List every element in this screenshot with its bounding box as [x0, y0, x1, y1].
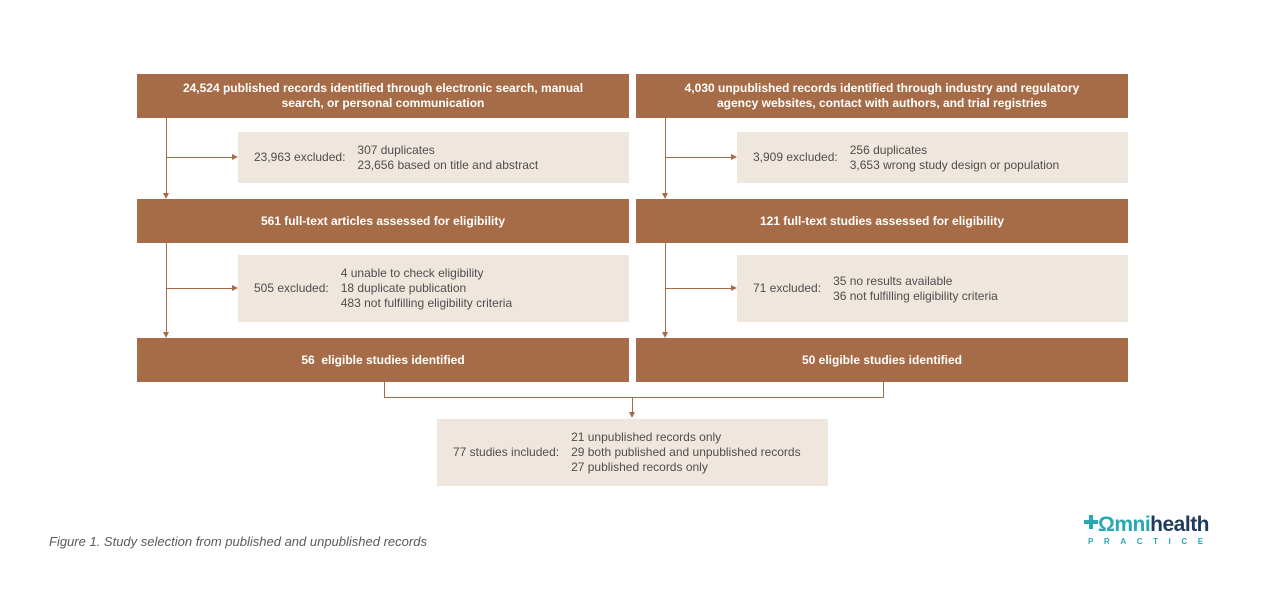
excluded-reason: 36 not fulfilling eligibility criteria	[833, 288, 998, 303]
unpublished-records-text: 4,030 unpublished records identified through industry and regulatory agency websites, contact with authors, and trial registries	[684, 81, 1080, 110]
arrow-right-icon	[232, 285, 238, 291]
connector-line	[166, 118, 167, 193]
connector-line	[883, 382, 884, 398]
logo-wordmark	[1098, 513, 1209, 537]
published-excluded-box-2	[238, 255, 629, 322]
included-category: 27 published records only	[571, 460, 708, 474]
excluded-label: 23,963 excluded:	[254, 150, 346, 164]
unpublished-eligible-box	[636, 338, 1128, 382]
excluded-reason: 256 duplicates	[849, 142, 928, 157]
logo-word-health: health	[1150, 513, 1210, 536]
arrow-down-icon	[163, 193, 169, 199]
medical-cross-icon	[1084, 515, 1098, 529]
connector-line	[665, 157, 731, 158]
included-label: 77 studies included:	[453, 445, 560, 459]
arrow-down-icon	[163, 332, 169, 338]
published-records-text: 24,524 published records identified through electronic search, manual search, or personal communication	[182, 81, 584, 110]
included-studies-box	[437, 419, 828, 486]
published-excluded-box-1	[238, 132, 629, 183]
excluded-label: 71 excluded:	[753, 281, 822, 295]
included-category: 29 both published and unpublished records	[571, 445, 801, 459]
excluded-reason: 307 duplicates	[357, 142, 435, 157]
published-eligible-text: 56 eligible studies identified	[301, 352, 465, 367]
connector-line	[384, 382, 385, 398]
fulltext-studies-text: 121 full-text studies assessed for eligibility	[759, 213, 1005, 228]
excluded-reason: 35 no results available	[833, 273, 953, 288]
unpublished-excluded-box-2	[737, 255, 1128, 322]
excluded-reason: 23,656 based on title and abstract	[357, 157, 539, 172]
fulltext-articles-text: 561 full-text articles assessed for eligibility	[260, 213, 506, 228]
logo-subtitle: PRACTICE	[1088, 537, 1214, 546]
arrow-right-icon	[731, 154, 737, 160]
arrow-right-icon	[731, 285, 737, 291]
logo-word-omni: Ωmni	[1098, 513, 1151, 536]
arrow-down-icon	[662, 332, 668, 338]
unpublished-records-box	[636, 74, 1128, 118]
connector-line	[632, 397, 633, 413]
connector-line	[166, 288, 232, 289]
unpublished-excluded-box-1	[737, 132, 1128, 183]
unpublished-eligible-text: 50 eligible studies identified	[801, 352, 963, 367]
published-records-box	[137, 74, 629, 118]
arrow-down-icon	[629, 412, 635, 418]
arrow-right-icon	[232, 154, 238, 160]
connector-line	[665, 118, 666, 193]
connector-line	[384, 397, 884, 398]
connector-line	[665, 288, 731, 289]
excluded-label: 3,909 excluded:	[753, 150, 838, 164]
published-eligible-box	[137, 338, 629, 382]
included-category: 21 unpublished records only	[571, 430, 722, 444]
excluded-reason: 4 unable to check eligibility	[340, 266, 484, 280]
omnihealth-logo	[1084, 513, 1219, 549]
figure-caption: Figure 1. Study selection from published and unpublished records	[49, 534, 427, 549]
excluded-reason: 3,653 wrong study design or population	[849, 157, 1060, 172]
excluded-label: 505 excluded:	[254, 281, 329, 295]
fulltext-studies-box	[636, 199, 1128, 243]
excluded-reason: 483 not fulfilling eligibility criteria	[340, 296, 513, 310]
arrow-down-icon	[662, 193, 668, 199]
fulltext-articles-box	[137, 199, 629, 243]
connector-line	[166, 157, 232, 158]
excluded-reason: 18 duplicate publication	[340, 281, 467, 295]
